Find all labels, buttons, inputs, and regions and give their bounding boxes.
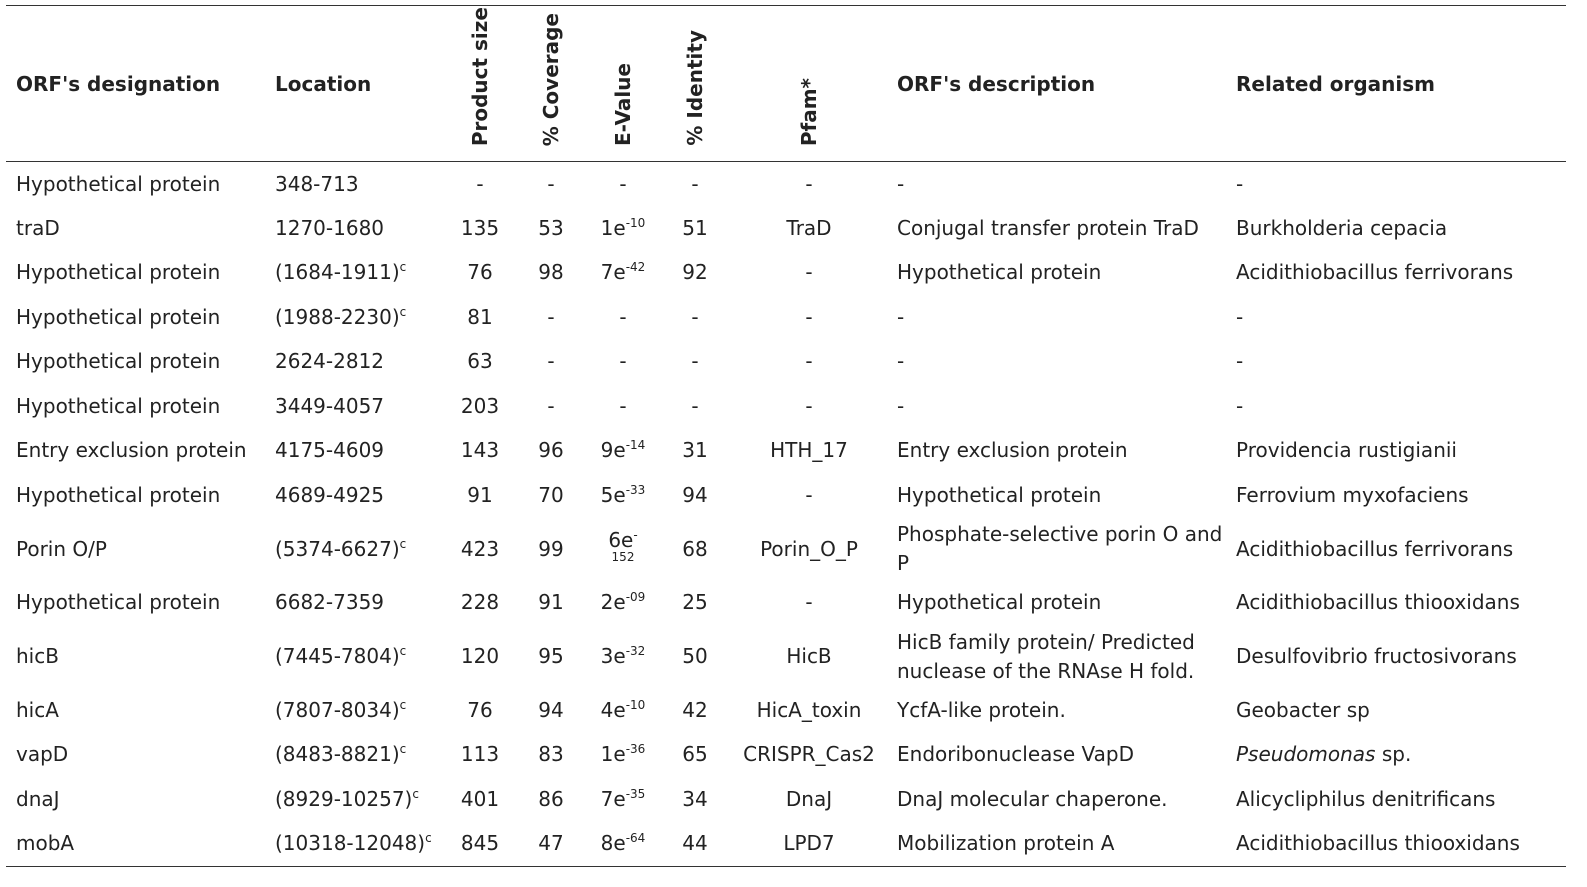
cell-coverage: - [547,393,555,418]
cell-pfam: Porin_O_P [760,536,858,561]
table-row [6,581,1566,626]
cell-pfam: - [805,349,813,374]
table-row [6,777,1566,822]
cell-product-size: 228 [460,590,500,615]
table-row [6,340,1566,385]
cell-location: (1988-2230)$^c$ [275,304,407,329]
cell-organism: - [1236,171,1244,196]
cell-pfam: LPD7 [731,822,887,867]
table-row [6,429,1566,474]
cell-product-size: 63 [467,349,493,374]
cell-product-size: 91 [467,482,493,507]
cell-pfam: - [805,171,813,196]
cell-evalue: $7e^{-35}$ [600,786,646,811]
cell-designation: hicA [16,697,59,722]
header-designation: ORF's designation [6,6,265,162]
cell-description: - [897,393,905,418]
header-product-size: Product size [445,6,515,162]
cell-coverage: 83 [538,742,564,767]
cell-location: 4175-4609 [275,438,385,463]
cell-pfam: HTH_17 [770,438,848,463]
cell-designation: Hypothetical protein [16,482,221,507]
cell-description: Mobilization protein A [887,822,1226,867]
header-pfam: Pfam* [731,6,887,162]
cell-identity: 92 [682,260,708,285]
cell-location: 2624-2812 [275,349,385,374]
cell-designation: Entry exclusion protein [16,438,247,463]
cell-product-size: 401 [460,786,500,811]
cell-coverage: 95 [538,644,564,668]
cell-coverage: - [547,349,555,374]
header-description: ORF's description [887,6,1226,162]
cell-location: (7807-8034)$^c$ [275,697,407,722]
cell-description: YcfA-like protein. [897,697,1066,722]
cell-identity: - [691,393,699,418]
cell-designation: Hypothetical protein [16,171,221,196]
cell-designation: traD [16,215,60,240]
cell-identity: 51 [682,215,708,240]
cell-description: HicB family protein/ Predicted nuclease of the RNAse H fold. [897,629,1195,683]
cell-pfam: DnaJ [785,786,833,811]
cell-coverage: - [547,171,555,196]
cell-identity: - [691,304,699,329]
table-body [6,162,1566,867]
cell-description: Conjugal transfer protein TraD [897,215,1199,240]
cell-location: (1684-1911)$^c$ [275,260,407,285]
cell-identity: - [691,171,699,196]
cell-coverage: - [547,304,555,329]
cell-identity: 94 [682,482,708,507]
cell-evalue: - [619,393,627,418]
cell-identity: 65 [682,742,708,767]
cell-evalue: - [619,304,627,329]
cell-pfam: - [805,304,813,329]
cell-organism: Acidithiobacillus ferrivorans [1236,536,1514,561]
cell-evalue: - [619,171,627,196]
cell-description: - [897,304,905,329]
cell-description: Hypothetical protein [897,482,1102,507]
table-row [6,518,1566,581]
cell-organism: Desulfovibrio fructosivorans [1236,644,1517,668]
cell-organism: Burkholderia cepacia [1236,215,1448,240]
cell-coverage: 91 [538,590,564,615]
cell-description: Phosphate-selective porin O and P [897,522,1223,575]
cell-product-size: 423 [460,536,500,561]
cell-pfam: HicA_toxin [756,697,862,722]
cell-organism: Providencia rustigianii [1236,438,1457,463]
cell-evalue: $8e^{-64}$ [587,822,659,867]
cell-description: Entry exclusion protein [897,438,1128,463]
cell-description: Hypothetical protein [897,590,1102,615]
header-row [6,6,1566,162]
cell-description: - [897,171,905,196]
cell-evalue: $9e^{-14}$ [600,438,646,463]
cell-organism: Ferrovium myxofaciens [1236,482,1469,507]
cell-organism: - [1236,393,1244,418]
cell-location: 3449-4057 [275,393,385,418]
cell-description: DnaJ molecular chaperone. [897,786,1168,811]
cell-coverage: 86 [538,786,564,811]
cell-location: (8483-8821)$^c$ [275,742,407,767]
header-identity: % Identity [659,6,731,162]
cell-designation: Hypothetical protein [16,590,221,615]
header-organism: Related organism [1226,6,1566,162]
cell-coverage: 94 [538,697,564,722]
cell-identity: - [691,349,699,374]
cell-product-size: 76 [467,260,493,285]
cell-identity: 34 [682,786,708,811]
cell-evalue: $1e^{-10}$ [600,215,646,240]
cell-product-size: 113 [460,742,500,767]
cell-location: (5374-6627)$^c$ [275,536,407,561]
cell-designation: dnaJ [16,786,60,811]
cell-designation: vapD [16,742,69,767]
header-coverage: % Coverage [515,6,587,162]
cell-product-size: 81 [467,304,493,329]
cell-pfam: - [805,260,813,285]
cell-identity: 25 [682,590,708,615]
cell-pfam: - [805,482,813,507]
cell-organism: Geobacter sp [1236,697,1370,722]
header-evalue: E-Value [587,6,659,162]
cell-organism: Alicycliphilus denitrificans [1236,786,1496,811]
cell-location: $(10318-12048)^c$ [265,822,445,867]
cell-evalue: $5e^{-33}$ [600,482,646,507]
cell-organism: Acidithiobacillus thiooxidans [1226,822,1566,867]
cell-location: 348-713 [275,171,359,196]
cell-coverage: 53 [538,215,564,240]
cell-identity: 50 [682,644,708,668]
table-row [6,473,1566,518]
table-row [6,688,1566,733]
cell-coverage: 99 [538,536,564,561]
cell-designation: mobA [6,822,265,867]
cell-identity: 44 [659,822,731,867]
cell-coverage: 98 [538,260,564,285]
table-row [6,384,1566,429]
cell-designation: Hypothetical protein [16,393,221,418]
cell-location: $(8929-10257)^c$ [275,786,419,811]
cell-identity: 31 [682,438,708,463]
cell-designation: Hypothetical protein [16,304,221,329]
cell-pfam: CRISPR_Cas2 [743,742,875,767]
cell-coverage: 96 [538,438,564,463]
cell-organism: Acidithiobacillus ferrivorans [1236,260,1514,285]
cell-coverage: 47 [515,822,587,867]
cell-location: 4689-4925 [275,482,385,507]
cell-organism: - [1236,304,1244,329]
cell-pfam: - [805,590,813,615]
cell-product-size: 120 [460,644,500,668]
cell-location: 6682-7359 [275,590,385,615]
cell-designation: Hypothetical protein [16,349,221,374]
cell-coverage: 70 [538,482,564,507]
cell-designation: hicB [16,644,59,668]
cell-designation: Porin O/P [16,536,107,561]
cell-evalue: $7e^{-42}$ [600,260,646,285]
table-row [6,295,1566,340]
table-row [6,206,1566,251]
cell-product-size: 203 [460,393,500,418]
cell-product-size: 135 [460,215,500,240]
cell-description: Endoribonuclease VapD [897,742,1134,767]
table-row [6,822,1566,867]
cell-description: Hypothetical protein [897,260,1102,285]
cell-product-size: 143 [460,438,500,463]
orf-table [6,5,1566,867]
cell-identity: 42 [682,697,708,722]
cell-product-size: 845 [445,822,515,867]
cell-evalue: $2e^{-09}$ [600,590,646,615]
table-row [6,625,1566,688]
cell-description: - [897,349,905,374]
cell-organism: - [1236,349,1244,374]
cell-evalue: $4e^{-10}$ [600,697,646,722]
cell-location: 1270-1680 [275,215,385,240]
table-row [6,733,1566,778]
cell-evalue: 6e- 152 [608,527,638,564]
cell-organism: Acidithiobacillus thiooxidans [1236,590,1520,615]
cell-evalue: $3e^{-32}$ [600,644,646,668]
cell-identity: 68 [682,536,708,561]
cell-pfam: TraD [786,215,832,240]
cell-location: (7445-7804)$^c$ [275,644,407,668]
cell-product-size: 76 [467,697,493,722]
cell-organism: Pseudomonas sp. [1236,742,1412,767]
cell-evalue: $1e^{-36}$ [600,742,646,767]
table-row [6,251,1566,296]
cell-pfam: - [805,393,813,418]
header-location: Location [265,6,445,162]
cell-pfam: HicB [786,644,832,668]
table-row [6,162,1566,207]
cell-evalue: - [619,349,627,374]
cell-product-size: - [476,171,484,196]
cell-designation: Hypothetical protein [16,260,221,285]
